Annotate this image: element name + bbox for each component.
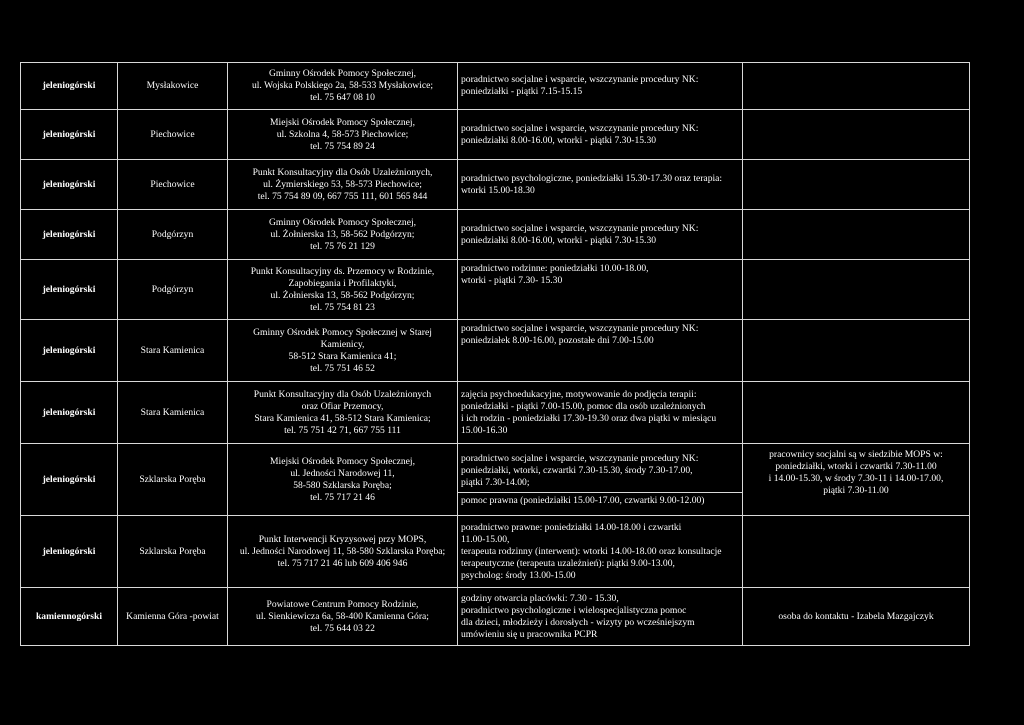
institution-cell	[228, 444, 458, 516]
info-line: umówieniu się u pracownika PCPR	[461, 628, 598, 640]
table-row	[21, 63, 970, 110]
info-cell	[458, 160, 743, 210]
institution-line: Kamienicy,	[320, 338, 365, 350]
institution-cell	[228, 110, 458, 160]
info-line: i ich rodzin - poniedziałki 17.30-19.30 oraz dwa piątki w miesiącu	[461, 412, 717, 424]
info-line: poradnictwo socjalne i wsparcie, wszczynanie procedury NK:	[461, 122, 699, 134]
info-line: poniedziałki - piątki 7.15-15.15	[461, 86, 583, 97]
info-cell	[458, 63, 743, 110]
institution-line: ul. Wojska Polskiego 2a, 58-533 Mysłakowice;	[251, 80, 434, 91]
extra-cell	[743, 210, 970, 260]
institution-line: ul. Jedności Narodowej 11, 58-580 Szklarska Poręba;	[239, 545, 446, 557]
info-line: poradnictwo socjalne i wsparcie, wszczynanie procedury NK:	[461, 222, 699, 234]
institution-cell	[228, 516, 458, 588]
institution-line: tel. 75 751 46 52	[310, 362, 375, 374]
info-line: terapeuta rodzinny (interwent): wtorki 14.00-18.00 oraz konsultacje	[461, 545, 722, 557]
institution-line: tel. 75 754 89 24	[310, 140, 375, 152]
extra-line: piątki 7.30-11.00	[823, 485, 889, 496]
institution-line: Gminny Ośrodek Pomocy Społecznej w Starej	[253, 326, 432, 338]
institution-line: 58-512 Stara Kamienica 41;	[288, 350, 397, 362]
institution-line: Powiatowe Centrum Pomocy Rodzinie,	[266, 598, 419, 610]
institution-cell	[228, 320, 458, 382]
extra-line: pracownicy socjalni są w siedzibie MOPS w:	[769, 449, 943, 460]
gmina-cell: Stara Kamienica	[118, 320, 228, 382]
institution-line: tel. 75 647 08 10	[310, 92, 375, 103]
info-line: poradnictwo prawne: poniedziałki 14.00-18.00 i czwartki	[461, 521, 682, 533]
extra-cell	[743, 444, 970, 516]
info-line: poradnictwo rodzinne: poniedziałki 10.00-18.00,	[461, 263, 649, 274]
table-row	[21, 160, 970, 210]
gmina-cell: Szklarska Poręba	[118, 444, 228, 516]
institution-line: ul. Szkolna 4, 58-573 Piechowice;	[276, 128, 409, 140]
table-row	[21, 260, 970, 320]
extra-cell	[743, 516, 970, 588]
info-line: psycholog: środy 13.00-15.00	[461, 569, 576, 581]
gmina-cell: Piechowice	[118, 110, 228, 160]
powiat-cell: jeleniogórski	[21, 382, 118, 444]
institution-cell	[228, 260, 458, 320]
info-line: poniedziałek 8.00-16.00, pozostałe dni 7.00-15.00	[461, 335, 654, 346]
institution-line: tel. 75 754 89 09, 667 755 111, 601 565 844	[257, 190, 428, 202]
institution-line: Miejski Ośrodek Pomocy Społecznej,	[270, 455, 415, 467]
info-line: piątki 7.30-14.00;	[461, 476, 530, 488]
info-cell	[458, 516, 743, 588]
info-line: poradnictwo psychologiczne i wielospecjalistyczna pomoc	[461, 604, 687, 616]
institution-cell	[228, 210, 458, 260]
info-line: terapeutyczne (terapeuta uzależnień): piątki 9.00-13.00,	[461, 557, 675, 569]
gmina-cell: Podgórzyn	[118, 210, 228, 260]
extra-cell	[743, 63, 970, 110]
extra-cell	[743, 320, 970, 382]
info-cell	[458, 320, 743, 382]
institution-line: Punkt Konsultacyjny dla Osób Uzależnionych	[253, 388, 432, 400]
extra-cell	[743, 382, 970, 444]
powiat-cell: jeleniogórski	[21, 63, 118, 110]
table-body	[21, 63, 970, 646]
extra-cell	[743, 160, 970, 210]
info-line: godziny otwarcia placówki: 7.30 - 15.30,	[461, 592, 619, 604]
institution-cell	[228, 382, 458, 444]
powiat-cell: jeleniogórski	[21, 160, 118, 210]
extra-cell: osoba do kontaktu - Izabela Mazgajczyk	[743, 588, 970, 646]
info-block-consulting	[458, 452, 742, 490]
info-line: zajęcia psychoedukacyjne, motywowanie do podjęcia terapii:	[461, 388, 697, 400]
gmina-cell: Podgórzyn	[118, 260, 228, 320]
institution-line: Zapobiegania i Profilaktyki,	[288, 277, 397, 289]
institution-line: Punkt Konsultacyjny dla Osób Uzależnionych,	[252, 166, 433, 178]
table-row	[21, 382, 970, 444]
institution-line: Miejski Ośrodek Pomocy Społecznej,	[270, 116, 415, 128]
info-line: dla dzieci, młodzieży i dorosłych - wizyty po wcześniejszym	[461, 616, 695, 628]
institution-line: tel. 75 717 21 46 lub 609 406 946	[277, 557, 408, 569]
info-line: 11.00-15.00,	[461, 533, 510, 545]
info-line: poradnictwo psychologiczne, poniedziałki 15.30-17.30 oraz terapia:	[461, 172, 723, 184]
table-row	[21, 516, 970, 588]
institution-line: 58-580 Szklarska Poręba;	[293, 479, 392, 491]
powiat-cell: jeleniogórski	[21, 516, 118, 588]
institution-line: tel. 75 717 21 46	[310, 491, 375, 503]
powiat-cell: jeleniogórski	[21, 260, 118, 320]
institution-line: Stara Kamienica 41, 58-512 Stara Kamienica;	[254, 412, 431, 424]
powiat-cell: jeleniogórski	[21, 444, 118, 516]
table-row	[21, 210, 970, 260]
table-row	[21, 588, 970, 646]
institution-line: oraz Ofiar Przemocy,	[301, 400, 384, 412]
gmina-cell: Piechowice	[118, 160, 228, 210]
info-cell	[458, 110, 743, 160]
info-line: poradnictwo socjalne i wsparcie, wszczynanie procedury NK:	[461, 452, 699, 464]
institution-cell	[228, 160, 458, 210]
powiat-cell: jeleniogórski	[21, 320, 118, 382]
institution-line: Punkt Konsultacyjny ds. Przemocy w Rodzinie,	[250, 265, 435, 277]
institutions-table	[20, 62, 970, 646]
institution-line: Gminny Ośrodek Pomocy Społecznej,	[268, 68, 417, 79]
info-line: poradnictwo socjalne i wsparcie, wszczynanie procedury NK:	[461, 323, 699, 334]
institution-line: ul. Jedności Narodowej 11,	[290, 467, 395, 479]
info-line: wtorki - piątki 7.30- 15.30	[461, 275, 563, 286]
info-cell	[458, 382, 743, 444]
info-line: poniedziałki, wtorki, czwartki 7.30-15.30, środy 7.30-17.00,	[461, 464, 693, 476]
institution-line: tel. 75 644 03 22	[310, 622, 375, 634]
extra-cell	[743, 260, 970, 320]
institution-line: ul. Żołnierska 13, 58-562 Podgórzyn;	[270, 228, 415, 240]
gmina-cell: Szklarska Poręba	[118, 516, 228, 588]
gmina-cell: Stara Kamienica	[118, 382, 228, 444]
powiat-cell: jeleniogórski	[21, 210, 118, 260]
powiat-cell: kamiennogórski	[21, 588, 118, 646]
extra-cell	[743, 110, 970, 160]
institution-line: ul. Żołnierska 13, 58-562 Podgórzyn;	[270, 289, 415, 301]
table-row	[21, 320, 970, 382]
gmina-cell: Kamienna Góra -powiat	[118, 588, 228, 646]
info-line: poniedziałki 8.00-16.00, wtorki - piątki 7.30-15.30	[461, 134, 657, 146]
info-line: 15.00-16.30	[461, 424, 508, 436]
info-line: poradnictwo socjalne i wsparcie, wszczynanie procedury NK:	[461, 74, 699, 85]
institution-line: tel. 75 76 21 129	[310, 240, 375, 252]
info-cell	[458, 444, 743, 516]
info-line: poniedziałki 8.00-16.00, wtorki - piątki 7.30-15.30	[461, 234, 657, 246]
info-cell	[458, 588, 743, 646]
institution-line: ul. Żymierskiego 53, 58-573 Piechowice;	[263, 178, 422, 190]
extra-line: poniedziałki, wtorki i czwartki 7.30-11.00	[775, 461, 937, 472]
institution-cell	[228, 588, 458, 646]
institution-line: tel. 75 751 42 71, 667 755 111	[284, 424, 401, 436]
table-row	[21, 444, 970, 516]
info-cell	[458, 210, 743, 260]
table-row	[21, 110, 970, 160]
institution-line: Gminny Ośrodek Pomocy Społecznej,	[268, 216, 417, 228]
institution-line: ul. Sienkiewicza 6a, 58-400 Kamienna Góra;	[256, 610, 429, 622]
info-cell	[458, 260, 743, 320]
powiat-cell: jeleniogórski	[21, 110, 118, 160]
gmina-cell: Mysłakowice	[118, 63, 228, 110]
extra-line: i 14.00-15.30, w środy 7.30-11 i 14.00-17.00,	[768, 473, 944, 484]
info-line: pomoc prawna (poniedziałki 15.00-17.00, czwartki 9.00-12.00)	[461, 494, 705, 506]
info-line: wtorki 15.00-18.30	[461, 184, 535, 196]
info-block-legal	[458, 492, 742, 508]
institution-cell	[228, 63, 458, 110]
info-line: poniedziałki - piątki 7.00-15.00, pomoc dla osób uzależnionych	[461, 400, 706, 412]
institution-line: Punkt Interwencji Kryzysowej przy MOPS,	[258, 533, 427, 545]
institution-line: tel. 75 754 81 23	[310, 301, 375, 313]
